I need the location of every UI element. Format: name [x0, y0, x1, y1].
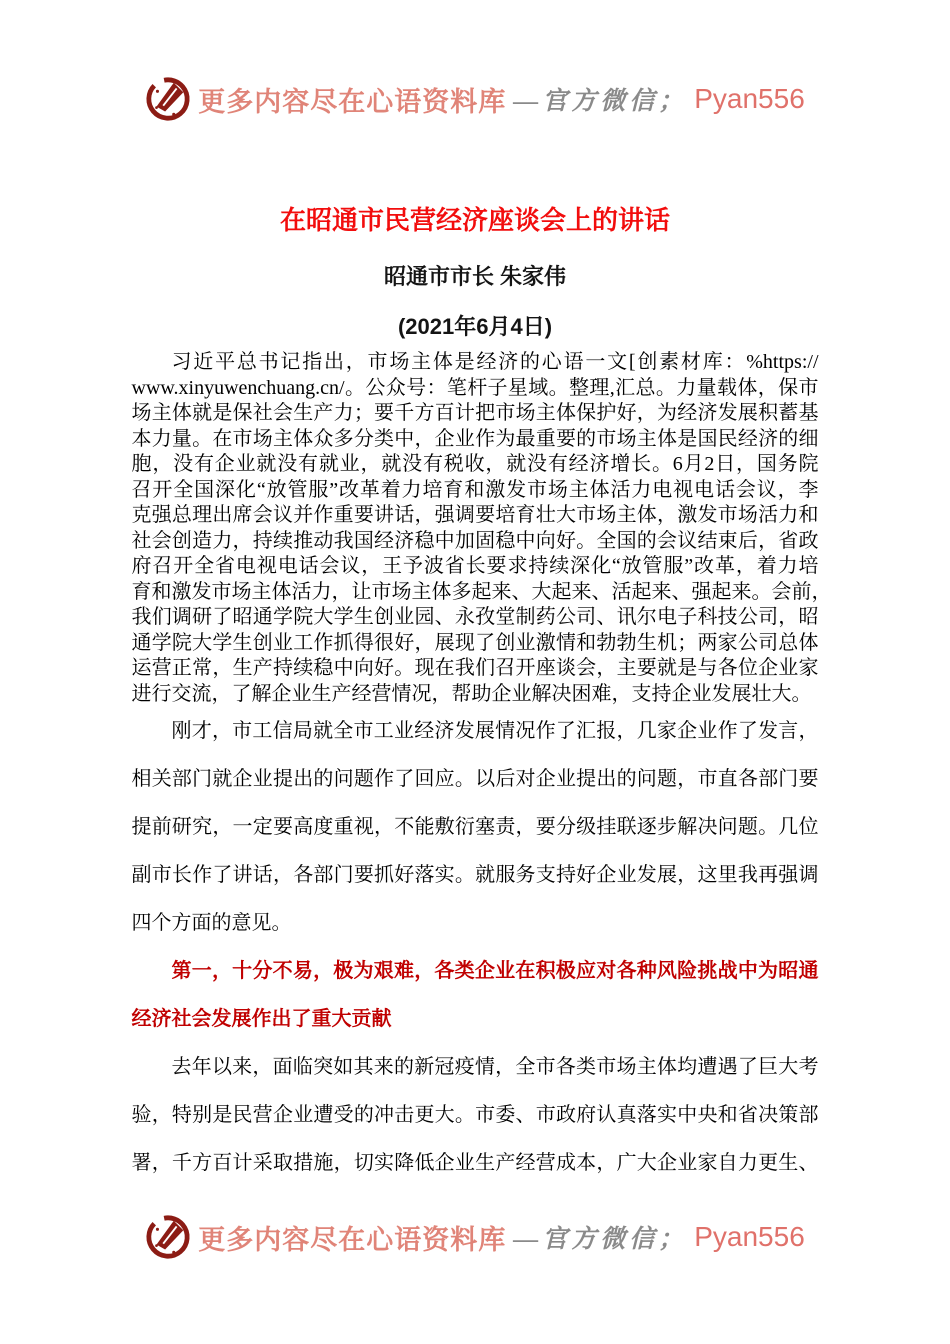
brand-text: 更多内容尽在心语资料库: [198, 86, 507, 117]
wechat-id: Pyan556: [694, 83, 805, 114]
text-line: 四个方面的意见。: [131, 912, 292, 934]
text-line: 胞，没有企业就没有就业，就没有税收，就没有经济增长。6月2日，国务院: [131, 453, 819, 475]
text-line: 社会创造力，持续推动我国经济稳中加固稳中向好。全国的会议结束后，省政: [131, 529, 819, 552]
text-line: 召开全国深化“放管服”改革着力培育和激发市场主体活力电视电话会议，李: [131, 478, 819, 501]
brand-text: 更多内容尽在心语资料库: [198, 1224, 507, 1255]
text-line: 我们调研了昭通学院大学生创业园、永孜堂制药公司、讯尔电子科技公司，昭: [131, 606, 819, 628]
pen-nib-logo-icon: [145, 76, 191, 122]
author-byline: 昭通市市长 朱家伟: [383, 264, 567, 289]
text-line: 场主体就是保社会生产力；要千方百计把市场主体保护好，为经济发展积蓄基: [131, 402, 819, 424]
heading-line: 第一，十分不易，极为艰难，各类企业在积极应对各种风险挑战中为昭通: [171, 960, 819, 982]
text-line: 府召开全省电视电话会议，王予波省长要求持续深化“放管服”改革，着力培: [131, 555, 819, 577]
document-title: 在昭通市民营经济座谈会上的讲话: [279, 205, 670, 235]
text-line: 副市长作了讲话，各部门要抓好落实。就服务支持好企业发展，这里我再强调: [131, 864, 819, 886]
section-heading-1: [132, 947, 819, 1043]
heading-line: 经济社会发展作出了重大贡献: [131, 1008, 392, 1030]
text-line: 通学院大学生创业工作抓得很好，展现了创业激情和勃勃生机；两家公司总体: [131, 631, 819, 654]
text-line: 习近平总书记指出，市场主体是经济的心语一文[创素材库：%https://: [171, 351, 819, 373]
text-line: 进行交流，了解企业生产经营情况，帮助企业解决困难，支持企业发展壮大。: [131, 682, 812, 705]
document-body: [131, 205, 832, 1187]
wechat-label: —官方微信；: [513, 1226, 688, 1253]
text-line: 刚才，市工信局就全市工业经济发展情况作了汇报，几家企业作了发言，: [171, 720, 819, 742]
text-line: 验，特别是民营企业遭受的冲击更大。市委、市政府认真落实中央和省决策部: [131, 1104, 819, 1126]
date-line: (2021年6月4日): [397, 314, 553, 339]
wechat-label: —官方微信；: [513, 88, 688, 115]
header-watermark: [0, 0, 950, 123]
paragraph-3: [132, 1043, 819, 1187]
text-line: www.xinyuwenchuang.cn/。公众号：笔杆子星域。整理,汇总。力量载体，保市: [131, 376, 819, 399]
text-line: 去年以来，面临突如其来的新冠疫情，全市各类市场主体均遭遇了巨大考: [171, 1056, 819, 1078]
footer-watermark: [0, 1187, 950, 1261]
text-line: 克强总理出席会议并作重要讲话，强调要培育壮大市场主体，激发市场活力和: [131, 504, 819, 526]
paragraph-2: [132, 707, 819, 947]
text-line: 署，千方百计采取措施，切实降低企业生产经营成本，广大企业家自力更生、: [131, 1152, 819, 1174]
pen-nib-logo-icon: [145, 1214, 191, 1260]
text-line: 育和激发市场主体活力，让市场主体多起来、大起来、活起来、强起来。会前，: [131, 580, 832, 603]
wechat-id: Pyan556: [694, 1221, 805, 1252]
text-line: 相关部门就企业提出的问题作了回应。以后对企业提出的问题，市直各部门要: [131, 768, 819, 790]
text-line: 运营正常，生产持续稳中向好。现在我们召开座谈会，主要就是与各位企业家: [131, 657, 819, 679]
paragraph-1: [131, 350, 832, 707]
text-line: 本力量。在市场主体众多分类中，企业作为最重要的市场主体是国民经济的细: [131, 427, 819, 450]
text-line: 提前研究，一定要高度重视，不能敷衍塞责，要分级挂联逐步解决问题。几位: [131, 816, 819, 838]
